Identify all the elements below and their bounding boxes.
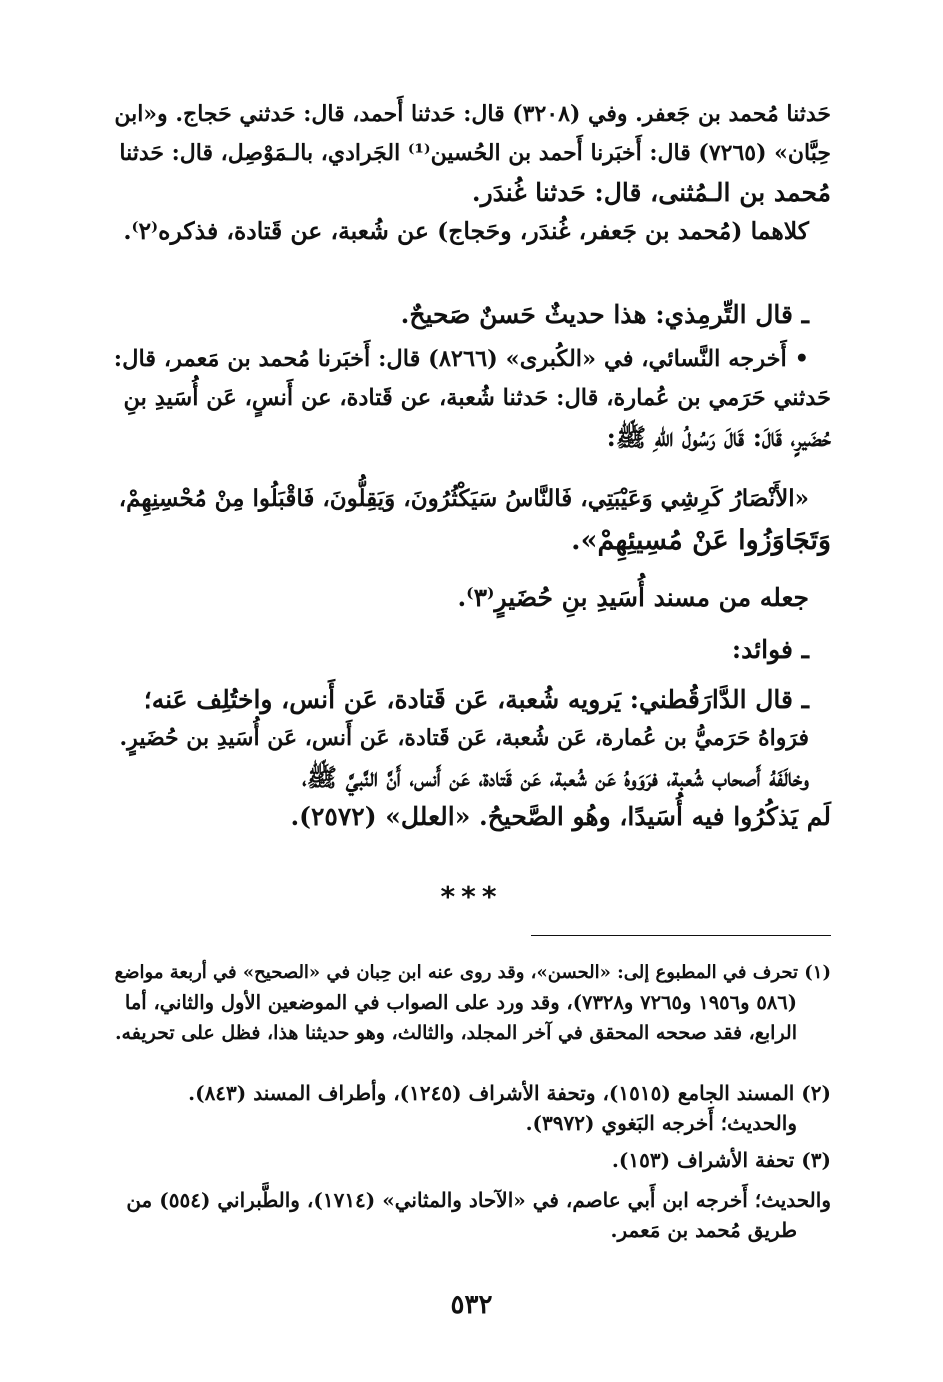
page-number: ٥٣٢: [450, 1290, 493, 1320]
section-heading: ـ فوائد:: [731, 635, 809, 664]
section-separator: ***: [440, 880, 503, 913]
footnote-1: [113, 958, 831, 1048]
footnote-3: [113, 1145, 831, 1175]
nasai-paragraph: [113, 340, 831, 457]
footnote-line: طريق مُحمد بن مَعمر.: [610, 1218, 797, 1242]
footnote-line: (٥٨٦ و١٩٥٦ و٧٢٦٥ و٧٣٢٨)، وقد ورد على الصواب في الموضعين الأول والثاني، أما: [124, 991, 797, 1014]
text-line: مُحمد بن الـمُثنى، قال: حَدثنا غُندَر.: [471, 178, 831, 207]
footnote-line: (٢) المسند الجامع (١٥١٥)، وتحفة الأشراف (١٢٤٥)، وأطراف المسند (٨٤٣).: [188, 1081, 831, 1105]
text-line: ـ قال الدَّارَقُطني: يَرويه شُعبة، عَن قَتادة، عَن أَنس، واختُلِف عَنه؛: [143, 685, 809, 714]
footnote-2: [113, 1078, 831, 1138]
text-line: جعله من مسند أُسَيدِ بنِ حُضَيرٍ⁽٣⁾.: [457, 583, 809, 612]
footnote-3-continued: [113, 1185, 831, 1245]
text-line: وخالَفَهُ أَصحاب شُعبة، فرَوَوهُ عَن شُعبة، عَن قَتادة، عَن أَنس، أَنَّ النَّبيَّ ﷺ،: [302, 763, 809, 792]
footnote-line: الرابع، فقد صححه المحقق في آخر المجلد، والثالث، وهو حديثنا هذا، فظل على تحريفه.: [114, 1022, 797, 1044]
footnote-line: والحديث؛ أَخرجه ابن أَبي عاصم، في «الآحاد والمثاني» (١٧١٤)، والطَّبراني (٥٥٤) من: [126, 1188, 831, 1212]
text-line: كلاهما (مُحمد بن جَعفر، غُندَر، وحَجاج) عن شُعبة، عن قَتادة، فذكره⁽٢⁾.: [123, 217, 809, 245]
text-line: حَدثنا مُحمد بن جَعفر. وفي (٣٢٠٨) قال: حَدثنا أَحمد، قال: حَدثني حَجاج. و«ابن: [114, 101, 831, 127]
text-line: حُضَيرٍ، قَالَ: قَالَ رَسُولُ اللهِ ﷺ:: [606, 423, 831, 452]
tirmidhi-paragraph: [113, 295, 831, 334]
hadith-text: [113, 478, 831, 562]
text-line: • أَخرجه النَّسائي، في «الكُبرى» (٨٢٦٦) قال: أَخبَرنا مُحمد بن مَعمر، قال:: [113, 346, 809, 372]
footnote-line: (٣) تحفة الأشراف (١٥٣).: [611, 1148, 831, 1172]
text-line: فرَواهُ حَرَميُّ بن عُمارة، عَن شُعبة، عَن قَتادة، عَن أَنس، عَن أُسَيدِ بن حُضَيرٍ.: [119, 725, 809, 751]
hadith-line: «الأَنْصَارُ كَرِشِي وَعَيْبَتِي، فَالنَّاسُ سَيَكْثُرُونَ، وَيَقِلُّونَ، فَاقْبَلُوا مِنْ مُحْسِنِهِمْ،: [118, 485, 809, 512]
musnad-note: [113, 578, 831, 617]
fawaid-heading: [113, 630, 831, 669]
isnad-paragraph: [113, 95, 831, 212]
text-line: حِبَّان» (٧٢٦٥) قال: أَخبَرنا أَحمد بن الحُسين⁽¹⁾ الجَرادي، بالـمَوْصِل، قال: حَدثنا: [119, 140, 831, 166]
kilahuma-paragraph: [113, 212, 831, 251]
footnote-line: والحديث؛ أَخرجه البَغوي (٣٩٧٢).: [525, 1111, 797, 1135]
hadith-line: وَتَجَاوَزُوا عَنْ مُسِيئِهِمْ».: [571, 525, 831, 556]
footnote-divider: [531, 935, 831, 936]
footnote-line: (١) تحرف في المطبوع إلى: «الحسن»، وقد روى عنه ابن حِبان في «الصحيح» في أربعة مواضع: [114, 962, 831, 983]
text-line: ـ قال التِّرمِذي: هذا حديثٌ حَسنٌ صَحيحٌ.: [400, 300, 809, 329]
text-line: لَم يَذكُرُوا فيه أُسَيدًا، وهُو الصَّحيحُ. «العلل» (٢٥٧٢).: [290, 802, 831, 831]
text-line: حَدثني حَرَمي بن عُمارة، قال: حَدثنا شُعبة، عن قَتادة، عن أَنسٍ، عَن أُسَيدِ بنِ: [123, 385, 831, 411]
daraqutni-paragraph: [113, 680, 831, 836]
